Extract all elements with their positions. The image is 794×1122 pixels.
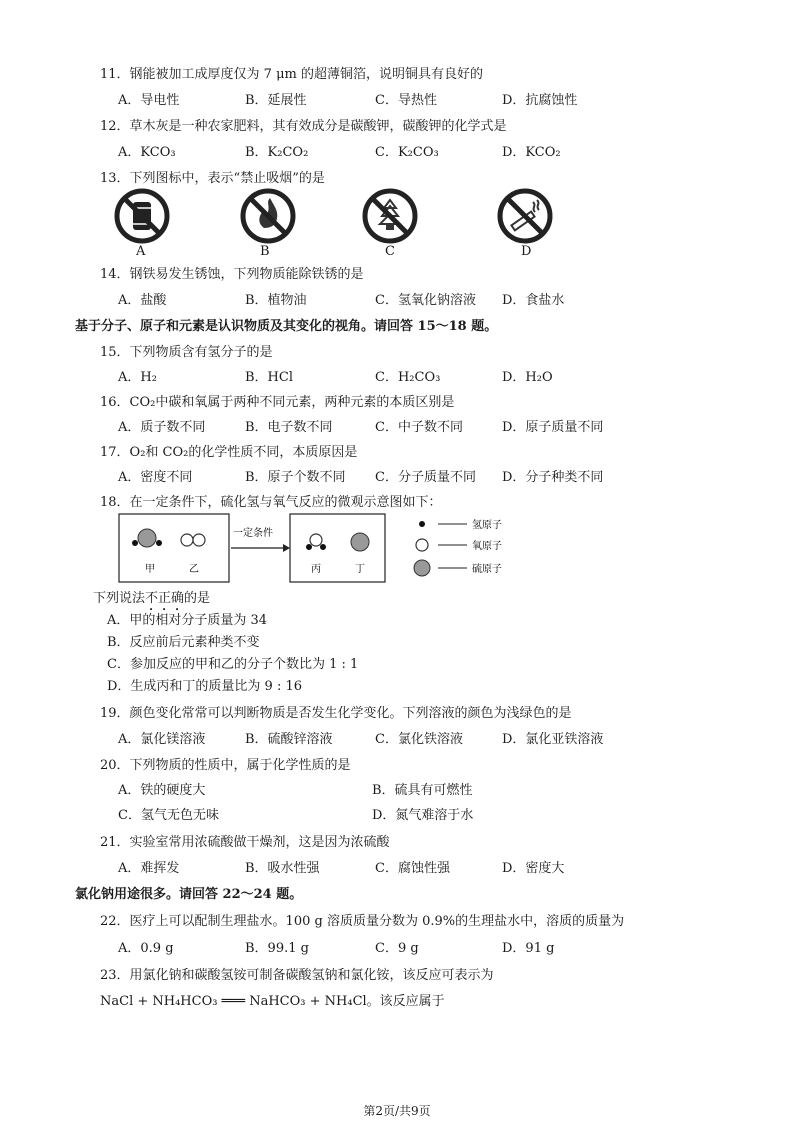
question-16-stem: 16．CO₂中碳和氧属于两种不同元素，两种元素的本质区别是 <box>100 395 455 410</box>
q20-option-b: B．硫具有可燃性 <box>372 783 473 798</box>
legend-hydrogen: 氢原子 <box>472 520 502 531</box>
question-12-stem: 12．草木灰是一种农家肥料，其有效成分是碳酸钾，碳酸钾的化学式是 <box>100 119 507 134</box>
q21-option-c: C．腐蚀性强 <box>375 861 450 876</box>
legend-sulfur: 硫原子 <box>472 564 502 575</box>
q23-equation: NaCl + NH₄HCO₃ ═══ NaHCO₃ + NH₄Cl。该反应属于 <box>100 994 445 1009</box>
reaction-diagram <box>115 512 525 584</box>
q22-option-a: A．0.9 g <box>118 941 174 956</box>
q18-prompt-pre: 下列说法 <box>93 591 146 606</box>
section-heading-2: 氯化钠用途很多。请回答 22～24 题。 <box>75 887 303 902</box>
no-fireworks-icon <box>362 188 418 244</box>
q14-option-c: C．氢氧化钠溶液 <box>375 293 476 308</box>
question-22-stem: 22．医疗上可以配制生理盐水。100 g 溶质质量分数为 0.9%的生理盐水中，溶质的质量为 <box>100 914 625 929</box>
question-18-stem: 18．在一定条件下，硫化氢与氧气反应的微观示意图如下： <box>100 495 442 510</box>
question-14-stem: 14．钢铁易发生锈蚀，下列物质能除铁锈的是 <box>100 267 364 282</box>
question-23-stem: 23．用氯化钠和碳酸氢铵可制备碳酸氢钠和氯化铵，该反应可表示为 <box>100 968 494 983</box>
q21-option-b: B．吸水性强 <box>245 861 320 876</box>
q18-option-b: B．反应前后元素种类不变 <box>107 635 260 650</box>
q17-option-b: B．原子个数不同 <box>245 470 346 485</box>
question-20-stem: 20．下列物质的性质中，属于化学性质的是 <box>100 758 351 773</box>
q20-option-c: C．氢气无色无味 <box>118 808 219 823</box>
question-11-stem: 11．钢能被加工成厚度仅为 7 μm 的超薄铜箔，说明铜具有良好的 <box>100 67 483 82</box>
icon-label-d: D <box>521 244 532 259</box>
q18-prompt-emphasis: 不正确 <box>145 591 185 606</box>
icon-label-b: B <box>260 244 270 259</box>
q19-option-c: C．氯化铁溶液 <box>375 732 463 747</box>
q16-option-d: D．原子质量不同 <box>502 420 604 435</box>
q11-option-c: C．导热性 <box>375 93 437 108</box>
q19-option-d: D．氯化亚铁溶液 <box>502 732 604 747</box>
q15-option-c: C．H₂CO₃ <box>375 370 441 385</box>
q15-option-b: B．HCl <box>245 370 293 385</box>
q22-option-b: B．99.1 g <box>245 941 309 956</box>
label-bing: 丙 <box>311 564 321 575</box>
question-17-stem: 17．O₂和 CO₂的化学性质不同，本质原因是 <box>100 445 358 460</box>
q14-option-d: D．食盐水 <box>502 293 565 308</box>
q17-option-d: D．分子种类不同 <box>502 470 604 485</box>
q18-option-c: C．参加反应的甲和乙的分子个数比为 1 : 1 <box>107 657 359 672</box>
q19-option-b: B．硫酸锌溶液 <box>245 732 333 747</box>
q11-option-d: D．抗腐蚀性 <box>502 93 578 108</box>
q15-option-d: D．H₂O <box>502 370 553 385</box>
q18-prompt <box>93 590 210 614</box>
q16-option-c: C．中子数不同 <box>375 420 463 435</box>
q21-option-d: D．密度大 <box>502 861 565 876</box>
question-13-stem: 13．下列图标中，表示“禁止吸烟”的是 <box>100 171 325 186</box>
question-15-stem: 15．下列物质含有氢分子的是 <box>100 345 273 360</box>
q16-option-b: B．电子数不同 <box>245 420 333 435</box>
question-21-stem: 21．实验室常用浓硫酸做干燥剂，这是因为浓硫酸 <box>100 835 390 850</box>
label-ding: 丁 <box>355 564 365 575</box>
q18-option-a: A．甲的相对分子质量为 34 <box>107 613 268 628</box>
q18-prompt-post: 的是 <box>184 591 211 606</box>
condition-label: 一定条件 <box>233 528 273 539</box>
q14-option-b: B．植物油 <box>245 293 307 308</box>
q19-option-a: A．氯化镁溶液 <box>118 732 206 747</box>
q12-option-b: B．K₂CO₂ <box>245 145 309 160</box>
question-19-stem: 19．颜色变化常常可以判断物质是否发生化学变化。下列溶液的颜色为浅绿色的是 <box>100 706 572 721</box>
q18-option-d: D．生成丙和丁的质量比为 9 : 16 <box>107 679 303 694</box>
page-number: 第2页/共9页 <box>363 1104 431 1118</box>
q12-option-c: C．K₂CO₃ <box>375 145 439 160</box>
q11-option-b: B．延展性 <box>245 93 307 108</box>
q22-option-c: C．9 g <box>375 941 419 956</box>
q22-option-d: D．91 g <box>502 941 555 956</box>
no-open-flame-icon <box>240 188 296 244</box>
q14-option-a: A．盐酸 <box>118 293 167 308</box>
q17-option-a: A．密度不同 <box>118 470 193 485</box>
q21-option-a: A．难挥发 <box>118 861 180 876</box>
icon-label-c: C <box>385 244 395 259</box>
no-smoking-icon <box>497 188 553 244</box>
label-yi: 乙 <box>189 564 199 575</box>
label-jia: 甲 <box>145 564 155 575</box>
legend-oxygen: 氧原子 <box>472 541 502 552</box>
no-flammable-barrel-icon <box>114 188 170 244</box>
section-heading: 基于分子、原子和元素是认识物质及其变化的视角。请回答 15～18 题。 <box>75 319 498 334</box>
q12-option-a: A．KCO₃ <box>118 145 176 160</box>
q12-option-d: D．KCO₂ <box>502 145 561 160</box>
q20-option-a: A．铁的硬度大 <box>118 783 206 798</box>
q16-option-a: A．质子数不同 <box>118 420 206 435</box>
q20-option-d: D．氮气难溶于水 <box>372 808 474 823</box>
q11-option-a: A．导电性 <box>118 93 180 108</box>
icon-label-a: A <box>136 244 146 259</box>
q17-option-c: C．分子质量不同 <box>375 470 476 485</box>
q15-option-a: A．H₂ <box>118 370 157 385</box>
